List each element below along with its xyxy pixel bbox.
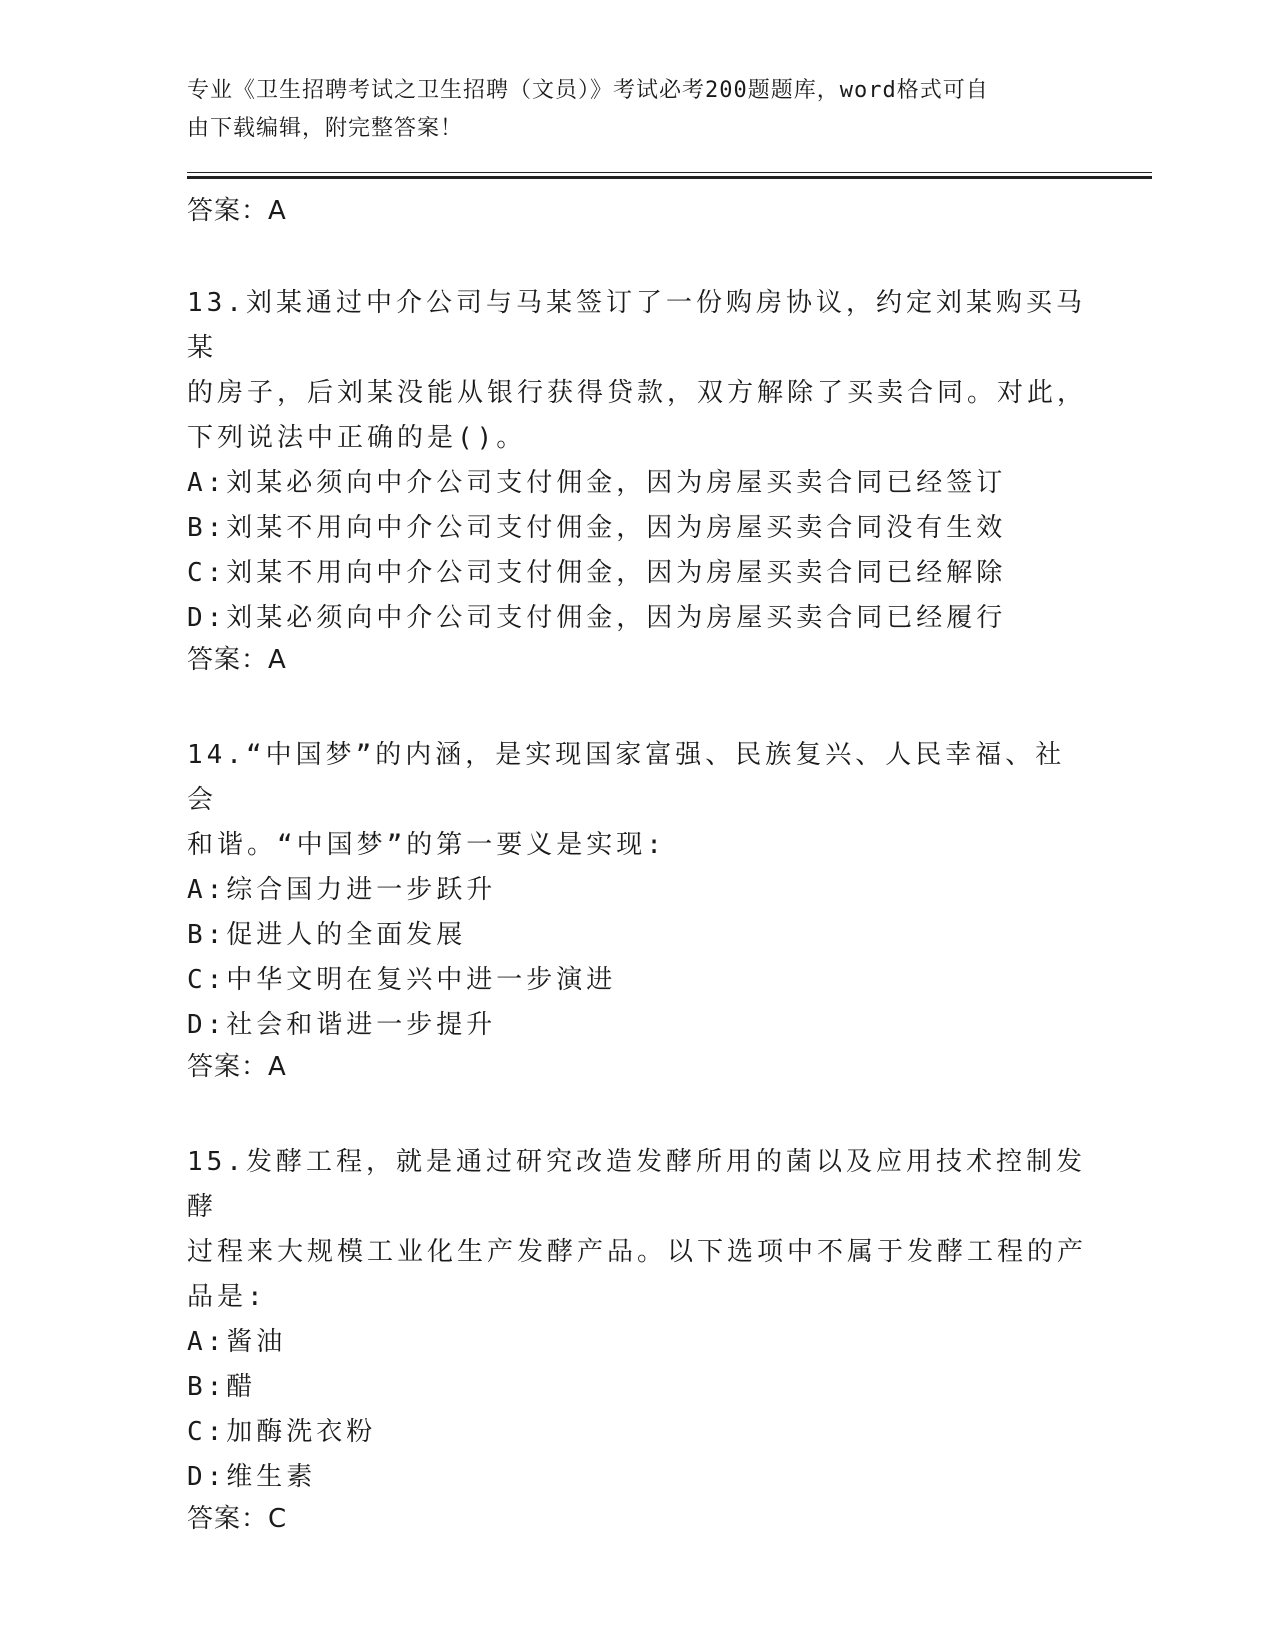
option-a: A:刘某必须向中介公司支付佣金，因为房屋买卖合同已经签订	[187, 468, 1007, 498]
question-text	[187, 733, 1087, 868]
document-header	[187, 72, 1087, 148]
question-line: 的房子，后刘某没能从银行获得贷款，双方解除了买卖合同。对此，	[187, 378, 1088, 408]
question-line: 下列说法中正确的是()。	[187, 423, 527, 453]
question-line: 品是:	[187, 1282, 267, 1312]
question-line: 15.发酵工程，就是通过研究改造发酵所用的菌以及应用技术控制发酵	[187, 1147, 1086, 1222]
answer-line: 答案：C	[187, 1504, 288, 1534]
header-rule-thin	[187, 172, 1152, 173]
question-line: 过程来大规模工业化生产发酵产品。以下选项中不属于发酵工程的产	[187, 1237, 1088, 1267]
question-line: 14.“中国梦”的内涵，是实现国家富强、民族复兴、人民幸福、社会	[187, 740, 1066, 815]
question-text	[187, 281, 1087, 461]
option-c: C:加酶洗衣粉	[187, 1417, 377, 1447]
header-line-1: 专业《卫生招聘考试之卫生招聘（文员）》考试必考200题题库，word格式可自	[187, 78, 989, 103]
option-a: A:综合国力进一步跃升	[187, 875, 497, 905]
header-rule-thick	[187, 176, 1152, 179]
question-block	[187, 733, 1087, 1086]
question-block	[187, 281, 1087, 679]
option-d: D:维生素	[187, 1462, 317, 1492]
option-c: C:刘某不用向中介公司支付佣金，因为房屋买卖合同已经解除	[187, 558, 1007, 588]
option-d: D:刘某必须向中介公司支付佣金，因为房屋买卖合同已经履行	[187, 603, 1007, 633]
question-line: 和谐。“中国梦”的第一要义是实现:	[187, 830, 666, 860]
question-block	[187, 1140, 1087, 1538]
option-a: A:酱油	[187, 1327, 287, 1357]
answer-line: 答案：A	[187, 1052, 287, 1082]
question-line: 13.刘某通过中介公司与马某签订了一份购房协议，约定刘某购买马某	[187, 288, 1086, 363]
option-b: B:刘某不用向中介公司支付佣金，因为房屋买卖合同没有生效	[187, 513, 1007, 543]
option-b: B:醋	[187, 1372, 257, 1402]
option-b: B:促进人的全面发展	[187, 920, 467, 950]
option-d: D:社会和谐进一步提升	[187, 1010, 497, 1040]
document-body	[187, 192, 1087, 1538]
answer-line: 答案：A	[187, 645, 287, 675]
question-text	[187, 1140, 1087, 1320]
answer-line: 答案：A	[187, 196, 287, 226]
header-line-2: 由下载编辑，附完整答案！	[187, 116, 464, 141]
option-c: C:中华文明在复兴中进一步演进	[187, 965, 617, 995]
